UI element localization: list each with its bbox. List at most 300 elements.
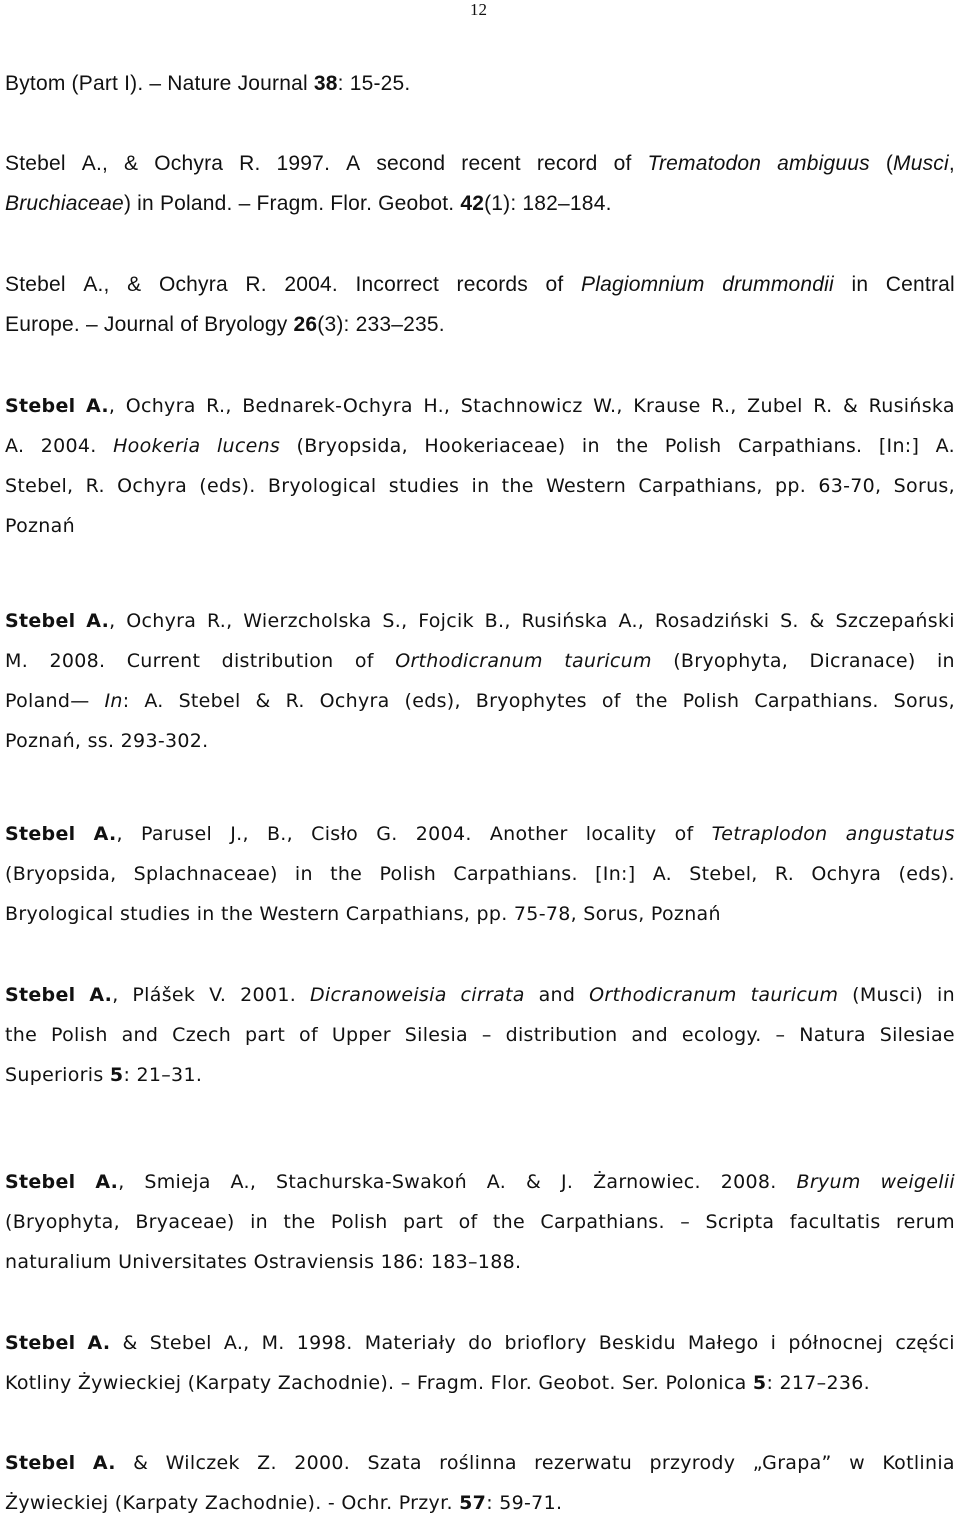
reference-text: A. [5,435,25,457]
reference-text: Carpathians, [638,475,763,497]
reference-text: „Grapa” [752,1452,832,1474]
reference-text: rezerwatu [534,1452,633,1474]
reference-text: roślinna [439,1452,517,1474]
reference-text: Stebel [5,273,66,296]
reference-word [283,1202,315,1242]
reference-text: (Bryophyta, [5,1211,120,1233]
reference-word [851,265,868,305]
reference-text: Poznań, ss. 293-302. [5,730,209,752]
reference-text: and [538,984,576,1006]
reference-text: A. [935,435,955,457]
reference-text: – [680,1211,691,1233]
reference-word [869,386,955,426]
reference-word [144,681,163,721]
reference-text: of [458,1211,478,1233]
reference-word [179,681,241,721]
reference-text: in [471,475,490,497]
reference-word [546,466,626,506]
reference-line [5,64,955,104]
reference-word [376,814,397,854]
reference-word [5,466,73,506]
reference-text: : 59-71. [486,1492,563,1514]
reference-word [775,466,806,506]
bold-text: 38 [313,72,338,95]
reference-word [638,466,762,506]
reference-text: 2001. [240,984,297,1006]
reference-text: Bryaceae) [135,1211,235,1233]
reference-text: [In:] [878,435,920,457]
reference-text: Stebel, [5,475,74,497]
reference-text: Czech [172,1024,232,1046]
reference-text: Current [126,650,201,672]
reference-text: in [936,984,955,1006]
reference-word [461,144,521,184]
reference-text: Materiały [364,1332,457,1354]
reference-word [379,854,436,894]
reference-word [297,1323,353,1363]
reference-line [5,641,955,681]
reference-entry [5,1443,955,1523]
reference-text: & [133,1452,149,1474]
reference-word [395,641,543,681]
reference-word [166,1443,240,1483]
bold-text: Stebel [5,823,76,845]
reference-text: ( [885,152,894,175]
reference-entry [5,814,955,934]
reference-text: Sorus, [893,475,955,497]
reference-word [894,681,955,721]
reference-word [521,601,607,641]
reference-word [849,1443,865,1483]
reference-text: Beskidu [598,1332,676,1354]
reference-text: Poznań [5,515,75,537]
reference-text: w [849,1452,865,1474]
reference-word [780,601,799,641]
reference-line [5,305,955,345]
reference-text: in [250,1211,268,1233]
reference-word [83,265,109,305]
reference-word [346,144,360,184]
reference-text: & [809,610,825,632]
reference-word [506,1015,618,1055]
reference-line [5,1055,955,1095]
reference-text: the [501,475,534,497]
reference-text: Another [489,823,568,845]
reference-text: Stachurska-Swakoń [276,1171,467,1193]
reference-word [537,144,598,184]
reference-word [277,144,331,184]
reference-text: Bryophytes [475,690,587,712]
reference-word [242,386,413,426]
reference-text: R. [285,690,305,712]
reference-word [880,1162,955,1202]
reference-text: R. [245,273,267,296]
reference-word [482,1015,492,1055]
reference-word [284,265,338,305]
reference-word [810,601,825,641]
reference-word [595,854,635,894]
reference-line [5,1443,955,1483]
reference-text: Polish [50,1024,108,1046]
reference-text: (eds). [199,475,256,497]
reference-word [320,681,390,721]
reference-entry [5,975,955,1095]
reference-word [199,466,255,506]
reference-word [459,1202,478,1242]
reference-text: Bryological [267,475,377,497]
reference-word [593,1162,701,1202]
reference-word [150,1323,212,1363]
reference-word [886,265,955,305]
reference-text: in [936,650,955,672]
reference-word [813,386,832,426]
reference-text: locality [585,823,657,845]
reference-word [461,975,525,1015]
italic-text: Orthodicranum [589,984,737,1006]
reference-text: record [536,152,598,175]
reference-word [89,975,118,1015]
reference-word [653,854,672,894]
reference-text: Ochyra [319,690,390,712]
reference-word [683,681,740,721]
bold-text: A. [92,1452,116,1474]
reference-word [5,1443,75,1483]
reference-word [5,426,24,466]
reference-word [5,814,75,854]
reference-text: przyrody [649,1452,736,1474]
reference-text: W., [593,395,623,417]
reference-word [485,601,511,641]
italic-text: drummondii [722,273,834,296]
reference-text: the [283,1211,316,1233]
reference-text: naturalium Universitates Ostraviensis 186: 183–188. [5,1251,522,1273]
reference-entry [5,1162,955,1282]
reference-word [439,1443,517,1483]
reference-word [5,1202,120,1242]
bold-text: 42 [460,192,485,215]
reference-text: do [468,1332,493,1354]
reference-text: : 217–236. [766,1372,870,1394]
reference-word [790,1202,881,1242]
reference-text: Carpathians. [453,863,578,885]
reference-word [295,854,313,894]
bold-text: Stebel [5,610,76,632]
reference-word [5,1015,37,1055]
reference-word [937,975,955,1015]
reference-line [5,466,955,506]
reference-text: , [948,152,955,175]
reference-word [487,1162,506,1202]
reference-word [880,1015,955,1055]
bold-text: 26 [293,313,318,336]
reference-text: A., [81,152,109,175]
reference-text: Ochyra [126,610,197,632]
reference-text: ecology. [681,1024,762,1046]
reference-word [636,681,668,721]
italic-text: Orthodicranum [395,650,543,672]
reference-text: recent [461,152,521,175]
reference-text: H., [423,395,451,417]
reference-word [5,1162,75,1202]
reference-text: R., [711,395,737,417]
reference-word [267,814,293,854]
reference-word [141,814,212,854]
reference-entry [5,1323,955,1403]
reference-text: Szczepański [835,610,955,632]
reference-word [751,975,839,1015]
reference-text: Wierzcholska [243,610,372,632]
reference-text: A. [652,863,673,885]
italic-text: angustatus [845,823,955,845]
reference-text: part [244,1024,286,1046]
reference-word [505,1323,587,1363]
reference-line [5,426,955,466]
bold-text: A. [86,610,110,632]
reference-text: and [121,1024,159,1046]
reference-text: Kotlinia [882,1452,955,1474]
bold-text: A. [87,1332,111,1354]
reference-line [5,1162,955,1202]
reference-text: 1998. [296,1332,353,1354]
reference-word [502,466,534,506]
reference-line [5,601,955,641]
reference-word [133,1443,148,1483]
reference-word [95,1162,124,1202]
reference-text: 2004. [40,435,97,457]
reference-word [894,466,955,506]
reference-text: Kotliny Żywieckiej (Karpaty Zachodnie). – Fragm. Flor. Geobot. Ser. Polonica [5,1372,753,1394]
reference-text: S. [780,610,799,632]
reference-word [49,641,105,681]
reference-word [665,426,722,466]
reference-text: of [545,273,564,296]
reference-text: distribution [505,1024,618,1046]
reference-word [297,426,408,466]
reference-text: & [255,690,271,712]
reference-text: Stebel [149,1332,212,1354]
reference-word [113,426,200,466]
reference-word [896,1202,955,1242]
reference-text: & [842,395,859,417]
reference-text: Ochyra [154,152,224,175]
reference-word [5,265,66,305]
reference-word [86,386,115,426]
reference-text: rerum [895,1211,955,1233]
reference-word [457,265,528,305]
reference-word [818,466,881,506]
reference-word [810,641,916,681]
reference-word [754,681,878,721]
reference-word [5,681,90,721]
reference-text: Polish [664,435,722,457]
reference-text: Rosadziński [654,610,770,632]
reference-word [172,1015,231,1055]
reference-word [230,814,249,854]
reference-text: B., [484,610,511,632]
reference-word [843,386,858,426]
reference-word [310,975,447,1015]
reference-text: the [5,1024,38,1046]
reference-text: Stebel, [689,863,758,885]
reference-word [5,854,116,894]
reference-word [631,1015,668,1055]
italic-text: Plagiomnium [581,273,705,296]
reference-text: second [376,152,446,175]
reference-word [286,681,305,721]
italic-text: ambiguus [777,152,870,175]
reference-word [777,144,870,184]
reference-word [250,1202,268,1242]
reference-word [534,1443,632,1483]
reference-word [127,265,141,305]
reference-word [224,1323,250,1363]
reference-text: Western [546,475,627,497]
reference-word [144,1162,210,1202]
reference-word [268,466,377,506]
reference-word [712,814,828,854]
bold-text: Stebel [5,984,76,1006]
reference-word [688,1323,759,1363]
reference-word [895,1323,955,1363]
reference-word [682,1015,762,1055]
reference-text: part [403,1211,444,1233]
reference-text: in [581,435,600,457]
reference-text: (eds), [404,690,461,712]
reference-text: , [108,395,116,417]
reference-text: & [127,273,142,296]
reference-line [5,854,955,894]
reference-word [936,426,955,466]
reference-text: Polish [379,863,437,885]
reference-entry [5,64,955,104]
reference-text: Stebel [178,690,241,712]
reference-word [5,1323,75,1363]
bold-text: 5 [752,1372,767,1394]
reference-word [852,975,923,1015]
reference-word [243,601,371,641]
reference-line [5,721,955,761]
italic-text: Hookeria [113,435,201,457]
reference-word [788,1323,883,1363]
reference-word [711,386,737,426]
reference-text: Natura [799,1024,866,1046]
reference-word [207,601,233,641]
reference-text: A., [618,610,645,632]
reference-text: & [525,1171,542,1193]
reference-text: Zubel [747,395,803,417]
reference-word [705,1202,774,1242]
reference-word [123,1323,138,1363]
reference-text: Splachnaceae) [133,863,278,885]
reference-word [82,144,108,184]
italic-text: lucens [216,435,281,457]
reference-text: Ochyra [125,395,196,417]
reference-text: G. [376,823,398,845]
reference-text: of [674,823,694,845]
reference-text: J. [560,1171,574,1193]
reference-text: R., [206,610,233,632]
reference-entry [5,601,955,761]
reference-text: (Musci) [852,984,924,1006]
reference-word [331,1202,388,1242]
reference-text: Polish [330,1211,388,1233]
reference-word [117,466,187,506]
reference-text: Silesiae [879,1024,955,1046]
reference-text: records [456,273,528,296]
reference-line [5,386,955,426]
italic-text: Bruchiaceae [5,192,124,215]
reference-text: , [109,610,116,632]
italic-text: tauricum [564,650,652,672]
reference-word [747,386,803,426]
reference-text: Upper [331,1024,391,1046]
reference-word [476,681,587,721]
reference-word [355,265,439,305]
reference-text: Superioris [5,1064,110,1086]
reference-word [811,854,881,894]
reference-text: północnej [788,1332,884,1354]
reference-text: : 15-25. [337,72,411,95]
reference-text: M. [261,1332,285,1354]
reference-text: części [895,1332,955,1354]
reference-word [51,1015,108,1055]
reference-text: Żywieckiej (Karpaty Zachodnie). - Ochr. Przyr. [5,1492,460,1514]
reference-text: (Bryophyta, [673,650,789,672]
reference-word [673,641,788,681]
reference-word [546,265,564,305]
reference-text: of [299,1024,318,1046]
reference-word [311,814,358,854]
reference-text: A. [144,690,164,712]
reference-text: Bytom (Part I). – Nature Journal [5,72,314,95]
reference-word [721,1162,777,1202]
reference-word [490,814,568,854]
reference-word [582,426,600,466]
reference-word [424,426,565,466]
reference-text: V. [209,984,227,1006]
reference-word [650,1443,736,1483]
reference-text: (eds). [898,863,955,885]
reference-text: Szata [367,1452,422,1474]
reference-word [262,1323,285,1363]
reference-word [771,1323,777,1363]
reference-word [403,1202,443,1242]
reference-word [405,681,461,721]
reference-word [389,466,459,506]
italic-text: weigelii [880,1171,955,1193]
reference-text: Z. [257,1452,277,1474]
reference-text: & [122,1332,138,1354]
reference-line [5,1363,955,1403]
reference-word [376,144,445,184]
reference-text: A., [83,273,110,296]
reference-text: the [616,435,649,457]
reference-text: studies [388,475,460,497]
reference-word [418,601,474,641]
reference-text: & [124,152,139,175]
reference-text: of [601,690,621,712]
reference-text: Incorrect [355,273,439,296]
reference-text: Scripta [705,1211,775,1233]
reference-word [689,854,757,894]
reference-text: 63-70, [818,475,882,497]
reference-text: 2008. [720,1171,777,1193]
reference-word [581,265,705,305]
reference-text: Smieja [144,1171,211,1193]
reference-text: 1997. [276,152,331,175]
reference-word [835,601,954,641]
reference-text: – [481,1024,492,1046]
